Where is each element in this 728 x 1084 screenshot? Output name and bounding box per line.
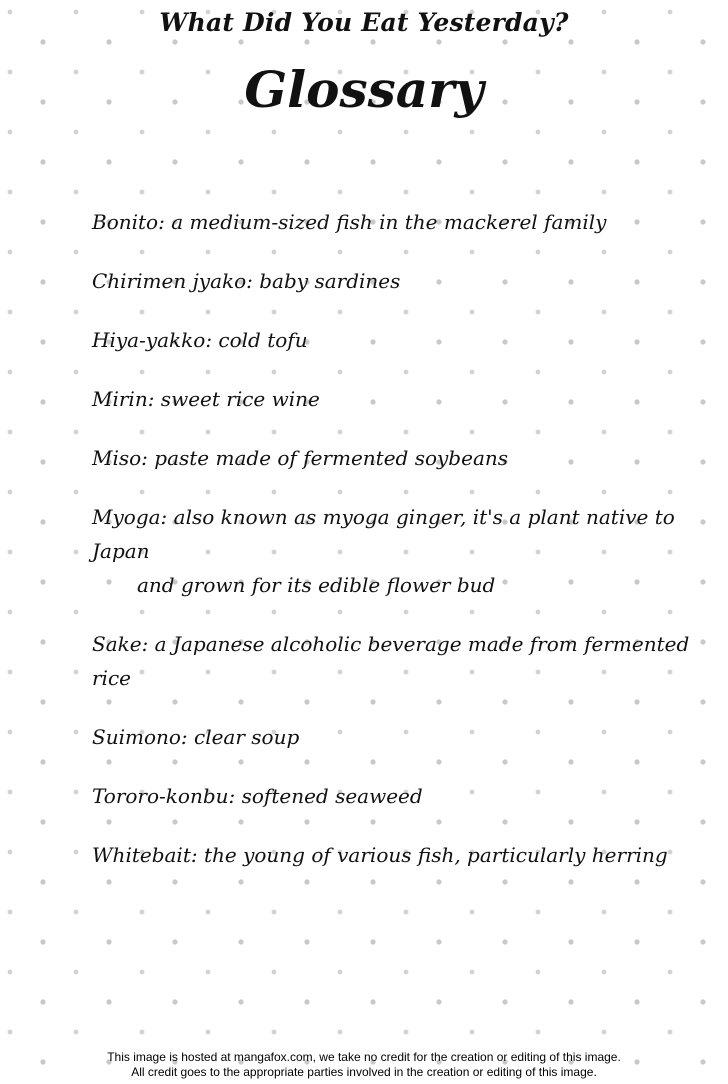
series-title: What Did You Eat Yesterday? <box>159 8 569 37</box>
hosting-credit-footer <box>0 1050 728 1080</box>
glossary-entry-myoga <box>92 500 692 602</box>
footer-line-1: This image is hosted at mangafox.com, we take no credit for the creation or editing of this image. <box>107 1050 621 1064</box>
glossary-entry-text: Hiya-yakko: cold tofu <box>92 328 308 352</box>
glossary-entry-continuation: and grown for its edible flower bud <box>137 573 496 597</box>
glossary-entry-mirin <box>92 382 692 416</box>
glossary-entry-text: Sake: a Japanese alcoholic beverage made from fermented rice <box>92 632 690 690</box>
glossary-entry-text: Tororo-konbu: softened seaweed <box>92 784 423 808</box>
glossary-heading: Glossary <box>244 60 484 119</box>
glossary-entry-text: Bonito: a medium-sized fish in the mackerel family <box>92 210 607 234</box>
glossary-entry-text: Myoga: also known as myoga ginger, it's a plant native to Japan <box>92 505 675 563</box>
glossary-entry-text: Mirin: sweet rice wine <box>92 387 320 411</box>
glossary-entry-tororo-konbu <box>92 779 692 813</box>
glossary-list <box>92 205 692 897</box>
glossary-entry-sake <box>92 627 692 695</box>
glossary-entry-chirimen-jyako <box>92 264 692 298</box>
glossary-entry-hiya-yakko <box>92 323 692 357</box>
glossary-entry-text: Chirimen jyako: baby sardines <box>92 269 401 293</box>
glossary-entry-text: Suimono: clear soup <box>92 725 300 749</box>
glossary-entry-suimono <box>92 720 692 754</box>
glossary-entry-whitebait <box>92 838 692 872</box>
glossary-entry-miso <box>92 441 692 475</box>
glossary-entry-text: Miso: paste made of fermented soybeans <box>92 446 509 470</box>
glossary-entry-bonito <box>92 205 692 239</box>
footer-line-2: All credit goes to the appropriate parties involved in the creation or editing of this image. <box>131 1065 597 1079</box>
glossary-entry-text: Whitebait: the young of various fish, particularly herring <box>92 843 668 867</box>
